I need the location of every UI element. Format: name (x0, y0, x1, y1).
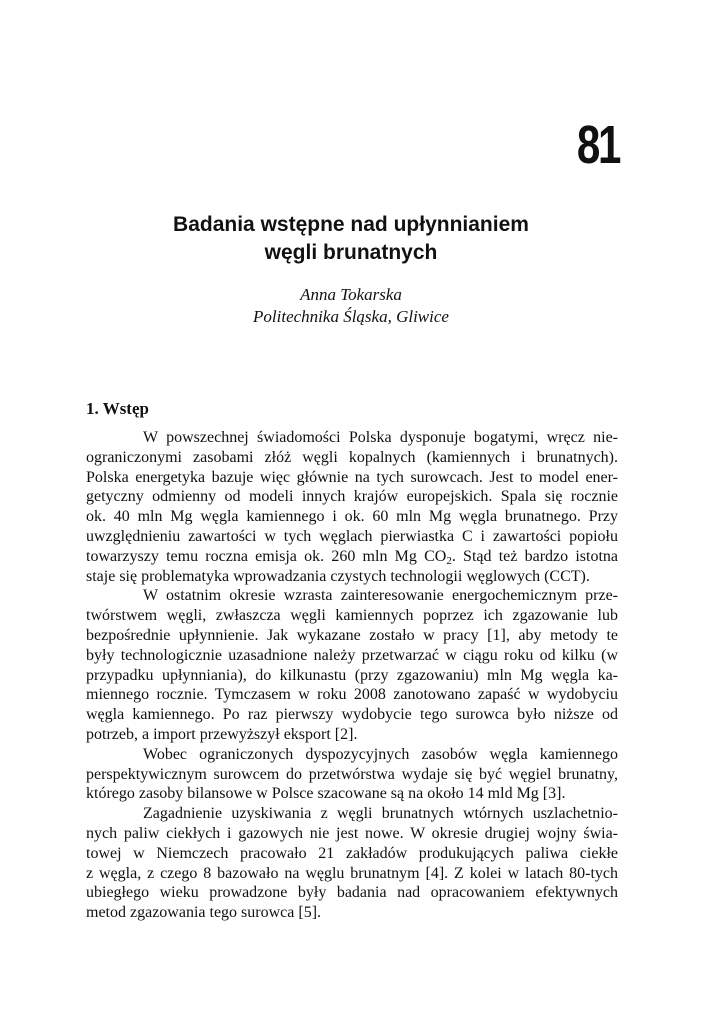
text-line: twórstwem węgli, zwłaszcza węgli kamiennych poprzez ich zgazowanie lub (86, 607, 618, 625)
chapter-number: 81 (576, 115, 619, 175)
text-line: uwzględnieniu zawartości w tych węglach pierwiastka C i zawartości popiołu (86, 527, 618, 545)
text-line: ubiegłego wieku prowadzone były badania nad opracowaniem efektywnych (86, 884, 618, 902)
text-line: W ostatnim okresie wzrasta zainteresowanie energochemicznym prze- (143, 587, 618, 605)
text-line: ograniczonymi zasobami złóż węgli kopalnych (kamiennych i brunatnych). (86, 448, 618, 466)
text-line-part: towarzyszy temu roczna emisja ok. 260 mln Mg CO (86, 547, 447, 565)
text-line: ok. 40 mln Mg węgla kamiennego i ok. 60 mln Mg węgla brunatnego. Przy (86, 508, 618, 526)
text-line: towej w Niemczech pracowało 21 zakładów produkujących paliwa ciekłe (86, 844, 618, 862)
text-line: perspektywicznym surowcem do przetwórstwa wydaje się być węgiel brunatny, (86, 765, 618, 783)
text-line: miennego rocznie. Tymczasem w roku 2008 zanotowano zapaść w wydobyciu (86, 686, 618, 704)
section-heading: 1. Wstęp (86, 399, 149, 418)
text-line: Zagadnienie uzyskiwania z węgli brunatnych wtórnych uszlachetnio- (143, 805, 618, 823)
text-line: potrzeb, a import przewyższył eksport [2]. (86, 725, 358, 743)
text-line: W powszechnej świadomości Polska dysponuje bogatymi, wręcz nie- (143, 429, 618, 446)
author-name: Anna Tokarska (300, 285, 402, 304)
author-affiliation: Politechnika Śląska, Gliwice (253, 307, 449, 326)
text-line: Polska energetyka bazuje więc głównie na tych surowcach. Jest to model ener- (86, 468, 618, 486)
text-line: staje się problematyka wprowadzania czystych technologii węglowych (CCT). (86, 567, 590, 585)
subscript: 2 (446, 554, 452, 567)
text-line: bezpośrednie upłynnienie. Jak wykazane zostało w pracy [1], aby metody te (86, 626, 618, 644)
article-title (86, 211, 616, 267)
title-line-1: Badania wstępne nad upłynnianiem (173, 213, 529, 236)
text-line (86, 547, 618, 567)
byline (86, 284, 616, 328)
text-line: węgla kamiennego. Po raz pierwszy wydobycie tego surowca było niższe od (86, 706, 618, 724)
text-line-part: . Stąd też bardzo istotna (451, 547, 618, 565)
text-line: metod zgazowania tego surowca [5]. (86, 904, 322, 922)
body-text (86, 428, 618, 923)
text-line: którego zasoby bilansowe w Polsce szacowane są na około 14 mld Mg [3]. (86, 785, 566, 803)
title-line-2: węgli brunatnych (264, 241, 438, 264)
text-line: nych paliw ciekłych i gazowych nie jest nowe. W okresie drugiej wojny świa- (86, 824, 618, 842)
text-line: były technologicznie uzasadnione należy przetwarzać w ciągu roku od kilku (w (86, 646, 618, 664)
text-line: z węgla, z czego 8 bazowało na węglu brunatnym [4]. Z kolei w latach 80-tych (86, 864, 618, 882)
text-line: przypadku upłynniania), do kilkunastu (przy zgazowaniu) mln Mg węgla ka- (86, 666, 618, 684)
text-line: Wobec ograniczonych dyspozycyjnych zasobów węgla kamiennego (143, 745, 618, 763)
text-line: getyczny odmienny od modeli innych krajów europejskich. Spala się rocznie (86, 488, 618, 506)
